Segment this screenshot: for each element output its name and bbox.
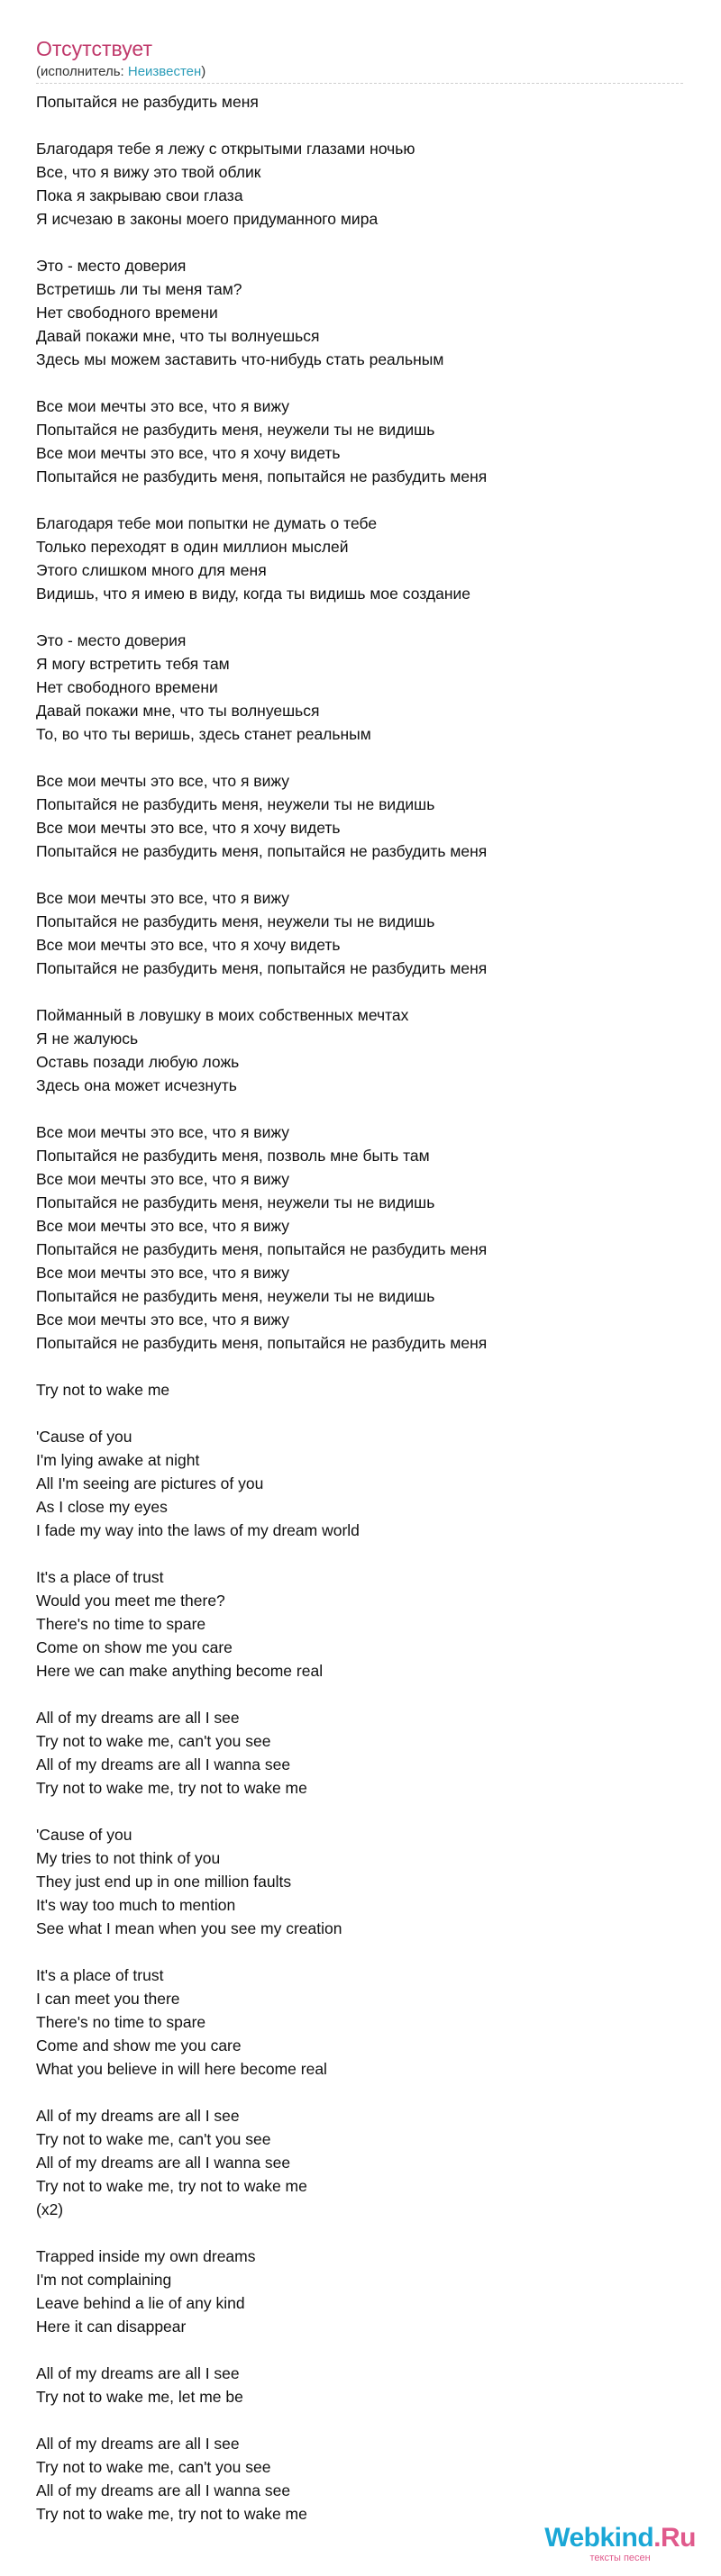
song-title: Отсутствует bbox=[36, 37, 152, 60]
lyrics-text: Попытайся не разбудить меня Благодаря тебе я лежу с открытыми глазами ночью Все, что я вижу это твой облик Пока я закрываю свои глаза Я исчезаю в законы моего придуманного мира Это - место доверия Встретишь ли ты меня там? Нет свободного времени Давай покажи мне, что ты волнуешься Здесь мы можем заставить что-нибудь стать реальным Все мои мечты это все, что я вижу Попытайся не разбудить меня, неужели ты не видишь Все мои мечты это все, что я хочу видеть Попытайся не разбудить меня, попытайся не разбудить меня Благодаря тебе мои попытки не думать о тебе Только переходят в один миллион мыслей Этого слишком много для меня Видишь, что я имею в виду, когда ты видишь мое создание Это - место доверия Я могу встретить тебя там Нет свободного времени Давай покажи мне, что ты волнуешься То, во что ты веришь, здесь станет реальным Все мои мечты это все, что я вижу Попытайся не разбудить меня, неужели ты не видишь Все мои мечты это все, что я хочу видеть Попытайся не разбудить меня, попытайся не разбудить меня Все мои мечты это все, что я вижу Попытайся не разбудить меня, неужели ты не видишь Все мои мечты это все, что я хочу видеть Попытайся не разбудить меня, попытайся не разбудить меня Пойманный в ловушку в моих собственных мечтах Я не жалуюсь Оставь позади любую ложь Здесь она может исчезнуть Все мои мечты это все, что я вижу Попытайся не разбудить меня, позволь мне быть там Все мои мечты это все, что я вижу Попытайся не разбудить меня, неужели ты не видишь Все мои мечты это все, что я вижу Попытайся не разбудить меня, попытайся не разбудить меня Все мои мечты это все, что я вижу Попытайся не разбудить меня, неужели ты не видишь Все мои мечты это все, что я вижу Попытайся не разбудить меня, попытайся не разбудить меня Try not to wake me 'Cause of you I'm lying awake at night All I'm seeing are pictures of you As I close my eyes I fade my way into the laws of my dream world It's a place of trust Would you meet me there? There's no time to spare Come on show me you care Here we can make anything become real All of my dreams are all I see Try not to wake me, can't you see All of my dreams are all I wanna see Try not to wake me, try not to wake me 'Cause of you My tries to not think of you They just end up in one million faults It's way too much to mention See what I mean when you see my creation It's a place of trust I can meet you there There's no time to spare Come and show me you care What you believe in will here become real All of my dreams are all I see Try not to wake me, can't you see All of my dreams are all I wanna see Try not to wake me, try not to wake me (x2) Trapped inside my own dreams I'm not complaining Leave behind a lie of any kind Here it can disappear All of my dreams are all I see Try not to wake me, let me be All of my dreams are all I see Try not to wake me, can't you see All of my dreams are all I wanna see Try not to wake me, try not to wake me bbox=[36, 93, 488, 2523]
artist-prefix: (исполнитель: bbox=[36, 64, 128, 79]
song-header bbox=[36, 36, 683, 81]
logo-tagline: тексты песен bbox=[589, 2553, 651, 2563]
artist-suffix: ) bbox=[201, 64, 206, 79]
logo-tld: .Ru bbox=[653, 2523, 696, 2553]
site-logo bbox=[544, 2524, 696, 2563]
logo-wordmark bbox=[544, 2524, 696, 2553]
logo-brand: Webkind bbox=[544, 2523, 654, 2553]
header-divider bbox=[36, 83, 683, 84]
artist-link[interactable]: Неизвестен bbox=[127, 64, 202, 79]
artist-line bbox=[36, 63, 683, 81]
